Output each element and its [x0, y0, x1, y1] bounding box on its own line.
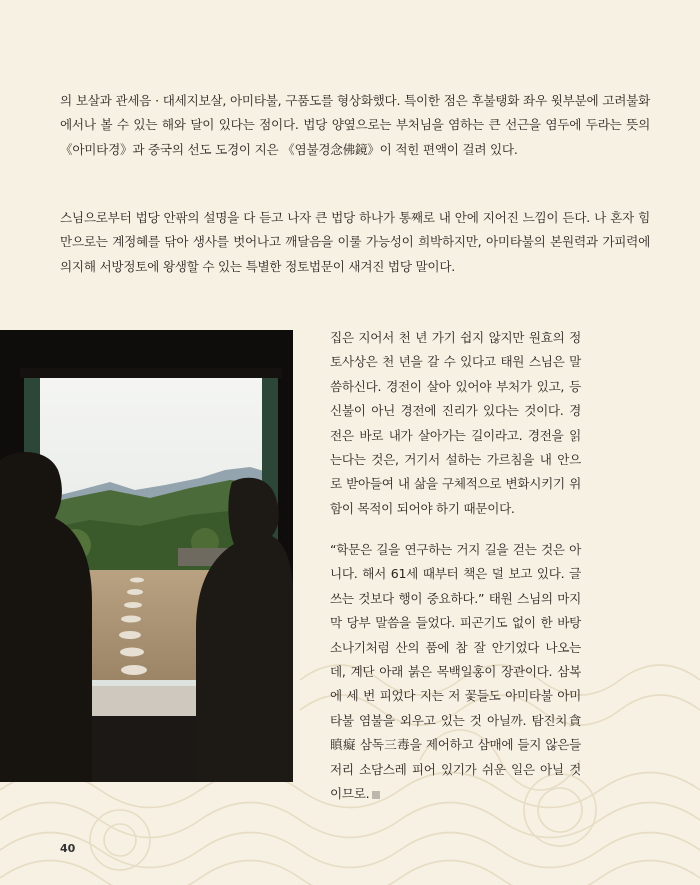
body-paragraph-4-text: “학문은 길을 연구하는 거지 길을 걷는 것은 아니다. 해서 61세 때부터 책은 덜 보고 있다. 글 쓰는 것보다 행이 중요하다.” 태원 스님의 마지막 당부 말씀을 들었다. 피곤기도 없이 한 바탕 소나기처럼 산의 품에 참 잘 안기었다 나오는데, 계단 아래 붉은 목백일홍이 장관이다. 삼복에 세 번 피었다 지는 저 꽃들도 아미타불 아미타불 염불을 외우고 있는 것 아닐까. 탐진치貪瞋癡 삼독三毒을 제어하고 삼매에 들지 않은들 저리 소담스레 피어 있기가 쉬운 일은 아닐 것이므로.: [330, 542, 581, 802]
body-paragraph-4: [330, 538, 581, 806]
page-number: 40: [60, 842, 76, 855]
body-paragraph-1: 의 보살과 관세음 · 대세지보살, 아미타불, 구품도를 형상화했다. 특이한 점은 후불탱화 좌우 윗부분에 고려불화에서나 볼 수 있는 해와 달이 있다는 점이다. 법당 양옆으로는 부처님을 염하는 큰 선근을 염두에 두라는 뜻의 《아미타경》과 중국의 선도 도경이 지은 《염불경念佛鏡》이 적힌 편액이 걸려 있다.: [60, 93, 650, 157]
temple-doorway-photo: [0, 330, 293, 782]
end-mark-icon: [372, 791, 380, 799]
body-paragraph-2: 스님으로부터 법당 안팎의 설명을 다 듣고 나자 큰 법당 하나가 통째로 내 안에 지어진 느낌이 든다. 나 혼자 힘만으로는 계정혜를 닦아 생사를 벗어나고 깨달음을 이룰 가능성이 희박하지만, 아미타불의 본원력과 가피력에 의지해 서방정토에 왕생할 수 있는 특별한 정토법문이 새겨진 법당 말이다.: [60, 210, 650, 274]
body-paragraph-3: 집은 지어서 천 년 가기 쉽지 않지만 원효의 정토사상은 천 년을 갈 수 있다고 태원 스님은 말씀하신다. 경전이 살아 있어야 부처가 있고, 등신불이 아닌 경전에 진리가 있다는 것이다. 경전은 바로 내가 살아가는 길이라고. 경전을 읽는다는 것은, 거기서 설하는 가르침을 내 안으로 받아들여 내 삶을 구체적으로 변화시키기 위함이 목적이 되어야 하기 때문이다.: [330, 330, 581, 516]
